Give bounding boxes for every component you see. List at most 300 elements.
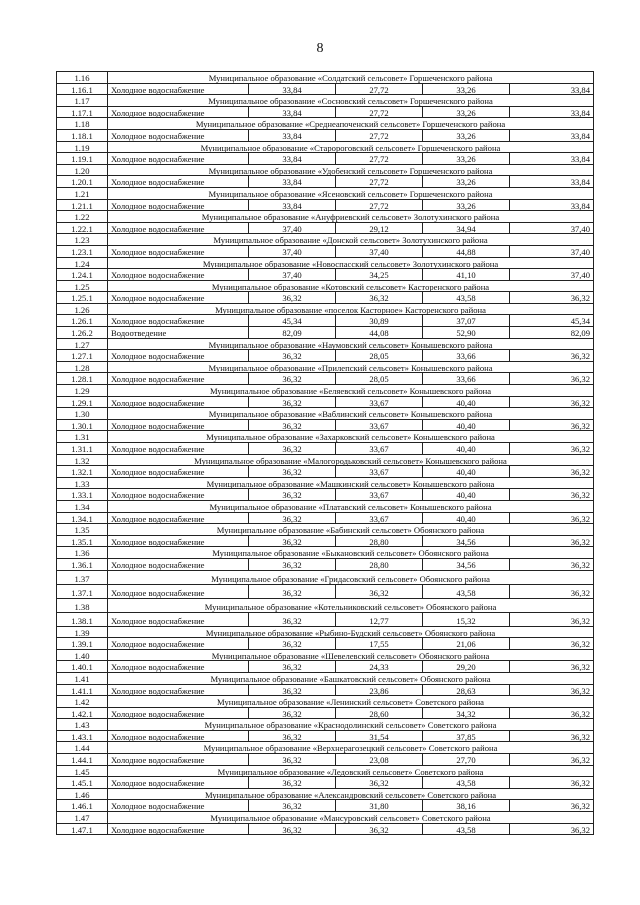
- row-code: 1.46.1: [57, 800, 108, 812]
- tariff-value-3: 43,58: [423, 777, 510, 789]
- service-name: Холодное водоснабжение: [108, 245, 249, 257]
- municipality-title: Муниципальное образование «Бабинский сельсовет» Обоянского района: [108, 524, 594, 536]
- tariff-value-3: 40,40: [423, 419, 510, 431]
- row-code: 1.25.1: [57, 292, 108, 304]
- tariff-value-4: 33,84: [510, 106, 594, 118]
- row-code: 1.28.1: [57, 373, 108, 385]
- row-code: 1.38.1: [57, 612, 108, 626]
- municipality-header-row: [57, 742, 594, 754]
- tariff-row: [57, 489, 594, 501]
- municipality-title: Муниципальное образование «Ледовский сельсовет» Советского района: [108, 765, 594, 777]
- row-code: 1.21: [57, 187, 108, 199]
- row-code: 1.40.1: [57, 661, 108, 673]
- tariff-value-1: 36,32: [249, 754, 336, 766]
- tariff-value-1: 36,32: [249, 512, 336, 524]
- row-code: 1.18.1: [57, 129, 108, 141]
- tariff-value-1: 36,32: [249, 350, 336, 362]
- tariff-value-1: 36,32: [249, 489, 336, 501]
- tariff-value-1: 33,84: [249, 199, 336, 211]
- tariff-value-4: 36,32: [510, 777, 594, 789]
- page-number: 8: [316, 41, 324, 56]
- municipality-header-row: [57, 672, 594, 684]
- row-code: 1.22.1: [57, 222, 108, 234]
- tariff-row: [57, 176, 594, 188]
- tariff-value-2: 37,40: [336, 245, 423, 257]
- municipality-header-row: [57, 454, 594, 466]
- row-code: 1.26: [57, 303, 108, 315]
- row-code: 1.45: [57, 765, 108, 777]
- row-code: 1.16: [57, 72, 108, 84]
- tariff-row: [57, 466, 594, 478]
- tariff-value-4: 36,32: [510, 396, 594, 408]
- tariff-value-4: 36,32: [510, 350, 594, 362]
- row-code: 1.44.1: [57, 754, 108, 766]
- tariff-row: [57, 638, 594, 650]
- tariff-value-3: 40,40: [423, 512, 510, 524]
- service-name: Холодное водоснабжение: [108, 176, 249, 188]
- row-code: 1.29.1: [57, 396, 108, 408]
- tariff-row: [57, 684, 594, 696]
- service-name: Холодное водоснабжение: [108, 535, 249, 547]
- row-code: 1.17: [57, 95, 108, 107]
- service-name: Холодное водоснабжение: [108, 489, 249, 501]
- tariff-row: [57, 612, 594, 626]
- municipality-header-row: [57, 141, 594, 153]
- tariff-value-2: 33,67: [336, 489, 423, 501]
- row-code: 1.30.1: [57, 419, 108, 431]
- row-code: 1.34: [57, 500, 108, 512]
- row-code: 1.24: [57, 257, 108, 269]
- service-name: Холодное водоснабжение: [108, 638, 249, 650]
- tariff-value-2: 12,77: [336, 612, 423, 626]
- service-name: Холодное водоснабжение: [108, 777, 249, 789]
- tariff-value-1: 37,40: [249, 269, 336, 281]
- tariff-value-2: 28,05: [336, 350, 423, 362]
- service-name: Холодное водоснабжение: [108, 396, 249, 408]
- row-code: 1.23: [57, 234, 108, 246]
- tariff-value-1: 37,40: [249, 245, 336, 257]
- tariff-row: [57, 153, 594, 165]
- tariff-value-1: 33,84: [249, 106, 336, 118]
- tariff-row: [57, 800, 594, 812]
- row-code: 1.43.1: [57, 730, 108, 742]
- row-code: 1.42.1: [57, 707, 108, 719]
- municipality-header-row: [57, 118, 594, 130]
- municipality-header-row: [57, 408, 594, 420]
- tariff-value-1: 36,32: [249, 707, 336, 719]
- row-code: 1.26.2: [57, 327, 108, 339]
- municipality-header-row: [57, 788, 594, 800]
- tariff-value-2: 44,08: [336, 327, 423, 339]
- tariff-value-3: 43,58: [423, 823, 510, 835]
- row-code: 1.35: [57, 524, 108, 536]
- row-code: 1.40: [57, 649, 108, 661]
- tariff-value-2: 27,72: [336, 106, 423, 118]
- tariff-value-2: 27,72: [336, 176, 423, 188]
- row-code: 1.46: [57, 788, 108, 800]
- tariff-value-3: 33,66: [423, 350, 510, 362]
- municipality-header-row: [57, 649, 594, 661]
- tariff-row: [57, 106, 594, 118]
- service-name: Холодное водоснабжение: [108, 800, 249, 812]
- tariff-value-4: 33,84: [510, 153, 594, 165]
- tariff-value-2: 33,67: [336, 466, 423, 478]
- tariff-value-1: 36,32: [249, 535, 336, 547]
- tariff-value-4: 36,32: [510, 823, 594, 835]
- tariff-value-2: 28,80: [336, 558, 423, 570]
- tariff-value-2: 36,32: [336, 584, 423, 598]
- tariff-value-1: 36,32: [249, 800, 336, 812]
- tariff-value-1: 36,32: [249, 730, 336, 742]
- service-name: Холодное водоснабжение: [108, 684, 249, 696]
- tariff-row: [57, 584, 594, 598]
- municipality-title: Муниципальное образование «Сосновский сельсовет» Горшеченского района: [108, 95, 594, 107]
- tariff-row: [57, 222, 594, 234]
- tariff-value-4: 45,34: [510, 315, 594, 327]
- row-code: 1.31: [57, 431, 108, 443]
- municipality-header-row: [57, 385, 594, 397]
- tariff-value-3: 43,58: [423, 584, 510, 598]
- service-name: Холодное водоснабжение: [108, 222, 249, 234]
- row-code: 1.29: [57, 385, 108, 397]
- tariff-value-3: 33,26: [423, 199, 510, 211]
- municipality-header-row: [57, 164, 594, 176]
- tariff-value-2: 23,08: [336, 754, 423, 766]
- municipality-title: Муниципальное образование «Новоспасский сельсовет» Золотухинского района: [108, 257, 594, 269]
- tariff-value-1: 82,09: [249, 327, 336, 339]
- row-code: 1.36: [57, 547, 108, 559]
- tariff-value-2: 28,05: [336, 373, 423, 385]
- tariff-value-3: 37,07: [423, 315, 510, 327]
- service-name: Холодное водоснабжение: [108, 466, 249, 478]
- row-code: 1.19.1: [57, 153, 108, 165]
- tariff-value-1: 33,84: [249, 129, 336, 141]
- service-name: Холодное водоснабжение: [108, 443, 249, 455]
- tariff-value-3: 40,40: [423, 466, 510, 478]
- tariff-value-1: 36,32: [249, 584, 336, 598]
- service-name: Холодное водоснабжение: [108, 707, 249, 719]
- tariff-value-3: 15,32: [423, 612, 510, 626]
- tariff-row: [57, 129, 594, 141]
- tariff-value-2: 28,60: [336, 707, 423, 719]
- tariff-value-4: 36,32: [510, 558, 594, 570]
- service-name: Холодное водоснабжение: [108, 823, 249, 835]
- municipality-title: Муниципальное образование «Верхнерагозецкий сельсовет» Советского района: [108, 742, 594, 754]
- tariff-value-3: 40,40: [423, 396, 510, 408]
- tariff-row: [57, 661, 594, 673]
- tariff-value-1: 36,32: [249, 777, 336, 789]
- row-code: 1.42: [57, 696, 108, 708]
- tariff-value-4: 36,32: [510, 512, 594, 524]
- municipality-title: Муниципальное образование «Александровский сельсовет» Советского района: [108, 788, 594, 800]
- tariff-value-3: 44,88: [423, 245, 510, 257]
- municipality-title: Муниципальное образование «Шевелевский сельсовет» Обоянского района: [108, 649, 594, 661]
- row-code: 1.32: [57, 454, 108, 466]
- municipality-header-row: [57, 626, 594, 638]
- municipality-title: Муниципальное образование «Ясеновский сельсовет» Горшеченского района: [108, 187, 594, 199]
- service-name: Холодное водоснабжение: [108, 129, 249, 141]
- tariff-value-4: 37,40: [510, 222, 594, 234]
- tariff-value-4: 36,32: [510, 800, 594, 812]
- tariff-value-1: 36,32: [249, 373, 336, 385]
- tariff-row: [57, 823, 594, 835]
- tariff-row: [57, 199, 594, 211]
- municipality-header-row: [57, 361, 594, 373]
- municipality-header-row: [57, 500, 594, 512]
- municipality-title: Муниципальное образование «Среднеапоченский сельсовет» Горшеченского района: [108, 118, 594, 130]
- tariff-value-1: 36,32: [249, 661, 336, 673]
- tariff-value-2: 30,89: [336, 315, 423, 327]
- municipality-header-row: [57, 303, 594, 315]
- tariff-row: [57, 419, 594, 431]
- tariff-value-4: 33,84: [510, 83, 594, 95]
- tariff-value-1: 36,32: [249, 396, 336, 408]
- municipality-header-row: [57, 696, 594, 708]
- tariff-value-4: 36,32: [510, 466, 594, 478]
- tariff-value-4: 82,09: [510, 327, 594, 339]
- row-code: 1.21.1: [57, 199, 108, 211]
- tariff-value-3: 28,63: [423, 684, 510, 696]
- row-code: 1.39: [57, 626, 108, 638]
- tariff-value-4: 36,32: [510, 638, 594, 650]
- municipality-title: Муниципальное образование «Рыбино-Будский сельсовет» Обоянского района: [108, 626, 594, 638]
- tariff-value-3: 29,20: [423, 661, 510, 673]
- tariff-value-4: 36,32: [510, 419, 594, 431]
- service-name: Холодное водоснабжение: [108, 199, 249, 211]
- tariff-row: [57, 558, 594, 570]
- tariff-value-3: 33,66: [423, 373, 510, 385]
- municipality-title: Муниципальное образование «Машкинский сельсовет» Конышевского района: [108, 477, 594, 489]
- tariff-value-1: 36,32: [249, 443, 336, 455]
- tariff-row: [57, 327, 594, 339]
- municipality-header-row: [57, 524, 594, 536]
- row-code: 1.35.1: [57, 535, 108, 547]
- row-code: 1.18: [57, 118, 108, 130]
- tariff-value-4: 37,40: [510, 269, 594, 281]
- row-code: 1.23.1: [57, 245, 108, 257]
- row-code: 1.45.1: [57, 777, 108, 789]
- row-code: 1.31.1: [57, 443, 108, 455]
- municipality-header-row: [57, 765, 594, 777]
- tariff-value-2: 27,72: [336, 83, 423, 95]
- tariff-value-4: 36,32: [510, 443, 594, 455]
- tariff-table-body: [57, 72, 594, 835]
- row-code: 1.44: [57, 742, 108, 754]
- row-code: 1.41: [57, 672, 108, 684]
- row-code: 1.37.1: [57, 584, 108, 598]
- row-code: 1.30: [57, 408, 108, 420]
- row-code: 1.32.1: [57, 466, 108, 478]
- service-name: Холодное водоснабжение: [108, 419, 249, 431]
- service-name: Холодное водоснабжение: [108, 153, 249, 165]
- municipality-title: Муниципальное образование «Гридасовский сельсовет» Обоянского района: [108, 570, 594, 584]
- service-name: Холодное водоснабжение: [108, 584, 249, 598]
- tariff-row: [57, 245, 594, 257]
- row-code: 1.28: [57, 361, 108, 373]
- municipality-title: Муниципальное образование «Быкановский сельсовет» Обоянского района: [108, 547, 594, 559]
- municipality-title: Муниципальное образование «Мансуровский сельсовет» Советского района: [108, 812, 594, 824]
- municipality-title: Муниципальное образование «Платавский сельсовет» Конышевского района: [108, 500, 594, 512]
- municipality-header-row: [57, 598, 594, 612]
- tariff-value-4: 33,84: [510, 199, 594, 211]
- tariff-value-3: 33,26: [423, 106, 510, 118]
- municipality-header-row: [57, 187, 594, 199]
- tariff-value-3: 37,85: [423, 730, 510, 742]
- municipality-title: Муниципальное образование «Котовский сельсовет» Касторенского района: [108, 280, 594, 292]
- row-code: 1.37: [57, 570, 108, 584]
- tariff-row: [57, 350, 594, 362]
- tariff-value-3: 38,16: [423, 800, 510, 812]
- tariff-value-1: 36,32: [249, 558, 336, 570]
- municipality-title: Муниципальное образование «Ваблинский сельсовет» Конышевского района: [108, 408, 594, 420]
- municipality-title: Муниципальное образование «Ануфриевский сельсовет» Золотухинского района: [108, 211, 594, 223]
- row-code: 1.20.1: [57, 176, 108, 188]
- service-name: Холодное водоснабжение: [108, 612, 249, 626]
- tariff-table: [56, 71, 594, 835]
- municipality-header-row: [57, 547, 594, 559]
- row-code: 1.17.1: [57, 106, 108, 118]
- service-name: Холодное водоснабжение: [108, 315, 249, 327]
- tariff-row: [57, 443, 594, 455]
- tariff-value-1: 36,32: [249, 638, 336, 650]
- tariff-value-2: 34,25: [336, 269, 423, 281]
- municipality-header-row: [57, 477, 594, 489]
- tariff-value-4: 36,32: [510, 584, 594, 598]
- tariff-value-1: 33,84: [249, 83, 336, 95]
- row-code: 1.47.1: [57, 823, 108, 835]
- tariff-row: [57, 535, 594, 547]
- tariff-value-3: 43,58: [423, 292, 510, 304]
- tariff-value-3: 27,70: [423, 754, 510, 766]
- service-name: Водоотведение: [108, 327, 249, 339]
- municipality-title: Муниципальное образование «Котельниковский сельсовет» Обоянского района: [108, 598, 594, 612]
- tariff-value-3: 33,26: [423, 83, 510, 95]
- tariff-value-3: 21,06: [423, 638, 510, 650]
- tariff-value-1: 36,32: [249, 684, 336, 696]
- row-code: 1.16.1: [57, 83, 108, 95]
- municipality-header-row: [57, 431, 594, 443]
- tariff-row: [57, 292, 594, 304]
- tariff-value-3: 34,56: [423, 558, 510, 570]
- row-code: 1.36.1: [57, 558, 108, 570]
- tariff-value-4: 33,84: [510, 176, 594, 188]
- tariff-value-2: 17,55: [336, 638, 423, 650]
- row-code: 1.25: [57, 280, 108, 292]
- municipality-header-row: [57, 812, 594, 824]
- tariff-row: [57, 512, 594, 524]
- tariff-value-4: 36,32: [510, 707, 594, 719]
- row-code: 1.43: [57, 719, 108, 731]
- tariff-value-2: 36,32: [336, 823, 423, 835]
- row-code: 1.38: [57, 598, 108, 612]
- municipality-title: Муниципальное образование «Ленинский сельсовет» Советского района: [108, 696, 594, 708]
- tariff-value-2: 27,72: [336, 199, 423, 211]
- service-name: Холодное водоснабжение: [108, 754, 249, 766]
- tariff-value-4: 37,40: [510, 245, 594, 257]
- service-name: Холодное водоснабжение: [108, 373, 249, 385]
- tariff-value-2: 33,67: [336, 396, 423, 408]
- service-name: Холодное водоснабжение: [108, 512, 249, 524]
- tariff-value-2: 27,72: [336, 153, 423, 165]
- tariff-value-1: 45,34: [249, 315, 336, 327]
- municipality-title: Муниципальное образование «Беляевский сельсовет» Конышевского района: [108, 385, 594, 397]
- tariff-value-3: 41,10: [423, 269, 510, 281]
- row-code: 1.34.1: [57, 512, 108, 524]
- tariff-value-4: 36,32: [510, 661, 594, 673]
- tariff-value-4: 36,32: [510, 489, 594, 501]
- service-name: Холодное водоснабжение: [108, 106, 249, 118]
- municipality-title: Муниципальное образование «Солдатский сельсовет» Горшеченского района: [108, 72, 594, 84]
- tariff-value-4: 36,32: [510, 730, 594, 742]
- municipality-header-row: [57, 234, 594, 246]
- tariff-value-2: 23,86: [336, 684, 423, 696]
- tariff-value-2: 27,72: [336, 129, 423, 141]
- row-code: 1.41.1: [57, 684, 108, 696]
- tariff-value-1: 36,32: [249, 823, 336, 835]
- row-code: 1.22: [57, 211, 108, 223]
- tariff-value-2: 36,32: [336, 777, 423, 789]
- tariff-value-2: 31,80: [336, 800, 423, 812]
- tariff-value-1: 33,84: [249, 153, 336, 165]
- tariff-value-1: 37,40: [249, 222, 336, 234]
- tariff-value-4: 33,84: [510, 129, 594, 141]
- row-code: 1.19: [57, 141, 108, 153]
- municipality-header-row: [57, 257, 594, 269]
- municipality-header-row: [57, 719, 594, 731]
- tariff-value-2: 29,12: [336, 222, 423, 234]
- municipality-title: Муниципальное образование «Старороговский сельсовет» Горшеченского района: [108, 141, 594, 153]
- tariff-value-2: 31,54: [336, 730, 423, 742]
- tariff-value-2: 24,33: [336, 661, 423, 673]
- row-code: 1.27.1: [57, 350, 108, 362]
- row-code: 1.47: [57, 812, 108, 824]
- tariff-value-2: 28,80: [336, 535, 423, 547]
- tariff-value-2: 33,67: [336, 443, 423, 455]
- tariff-row: [57, 315, 594, 327]
- tariff-value-1: 36,32: [249, 466, 336, 478]
- municipality-header-row: [57, 95, 594, 107]
- tariff-value-2: 33,67: [336, 419, 423, 431]
- tariff-value-2: 36,32: [336, 292, 423, 304]
- municipality-title: Муниципальное образование «поселок Касторное» Касторенского района: [108, 303, 594, 315]
- tariff-row: [57, 777, 594, 789]
- tariff-value-1: 33,84: [249, 176, 336, 188]
- tariff-value-4: 36,32: [510, 373, 594, 385]
- municipality-header-row: [57, 72, 594, 84]
- municipality-title: Муниципальное образование «Малогородьковский сельсовет» Конышевского района: [108, 454, 594, 466]
- tariff-value-4: 36,32: [510, 535, 594, 547]
- municipality-title: Муниципальное образование «Прилепский сельсовет» Конышевского района: [108, 361, 594, 373]
- row-code: 1.26.1: [57, 315, 108, 327]
- tariff-value-1: 36,32: [249, 419, 336, 431]
- tariff-value-3: 40,40: [423, 489, 510, 501]
- row-code: 1.20: [57, 164, 108, 176]
- tariff-value-3: 52,90: [423, 327, 510, 339]
- tariff-value-3: 33,26: [423, 153, 510, 165]
- municipality-header-row: [57, 570, 594, 584]
- municipality-title: Муниципальное образование «Башкатовский сельсовет» Обоянского района: [108, 672, 594, 684]
- service-name: Холодное водоснабжение: [108, 661, 249, 673]
- tariff-row: [57, 730, 594, 742]
- service-name: Холодное водоснабжение: [108, 730, 249, 742]
- tariff-value-1: 36,32: [249, 292, 336, 304]
- tariff-row: [57, 396, 594, 408]
- tariff-value-4: 36,32: [510, 612, 594, 626]
- municipality-header-row: [57, 338, 594, 350]
- tariff-row: [57, 373, 594, 385]
- service-name: Холодное водоснабжение: [108, 83, 249, 95]
- tariff-value-3: 34,94: [423, 222, 510, 234]
